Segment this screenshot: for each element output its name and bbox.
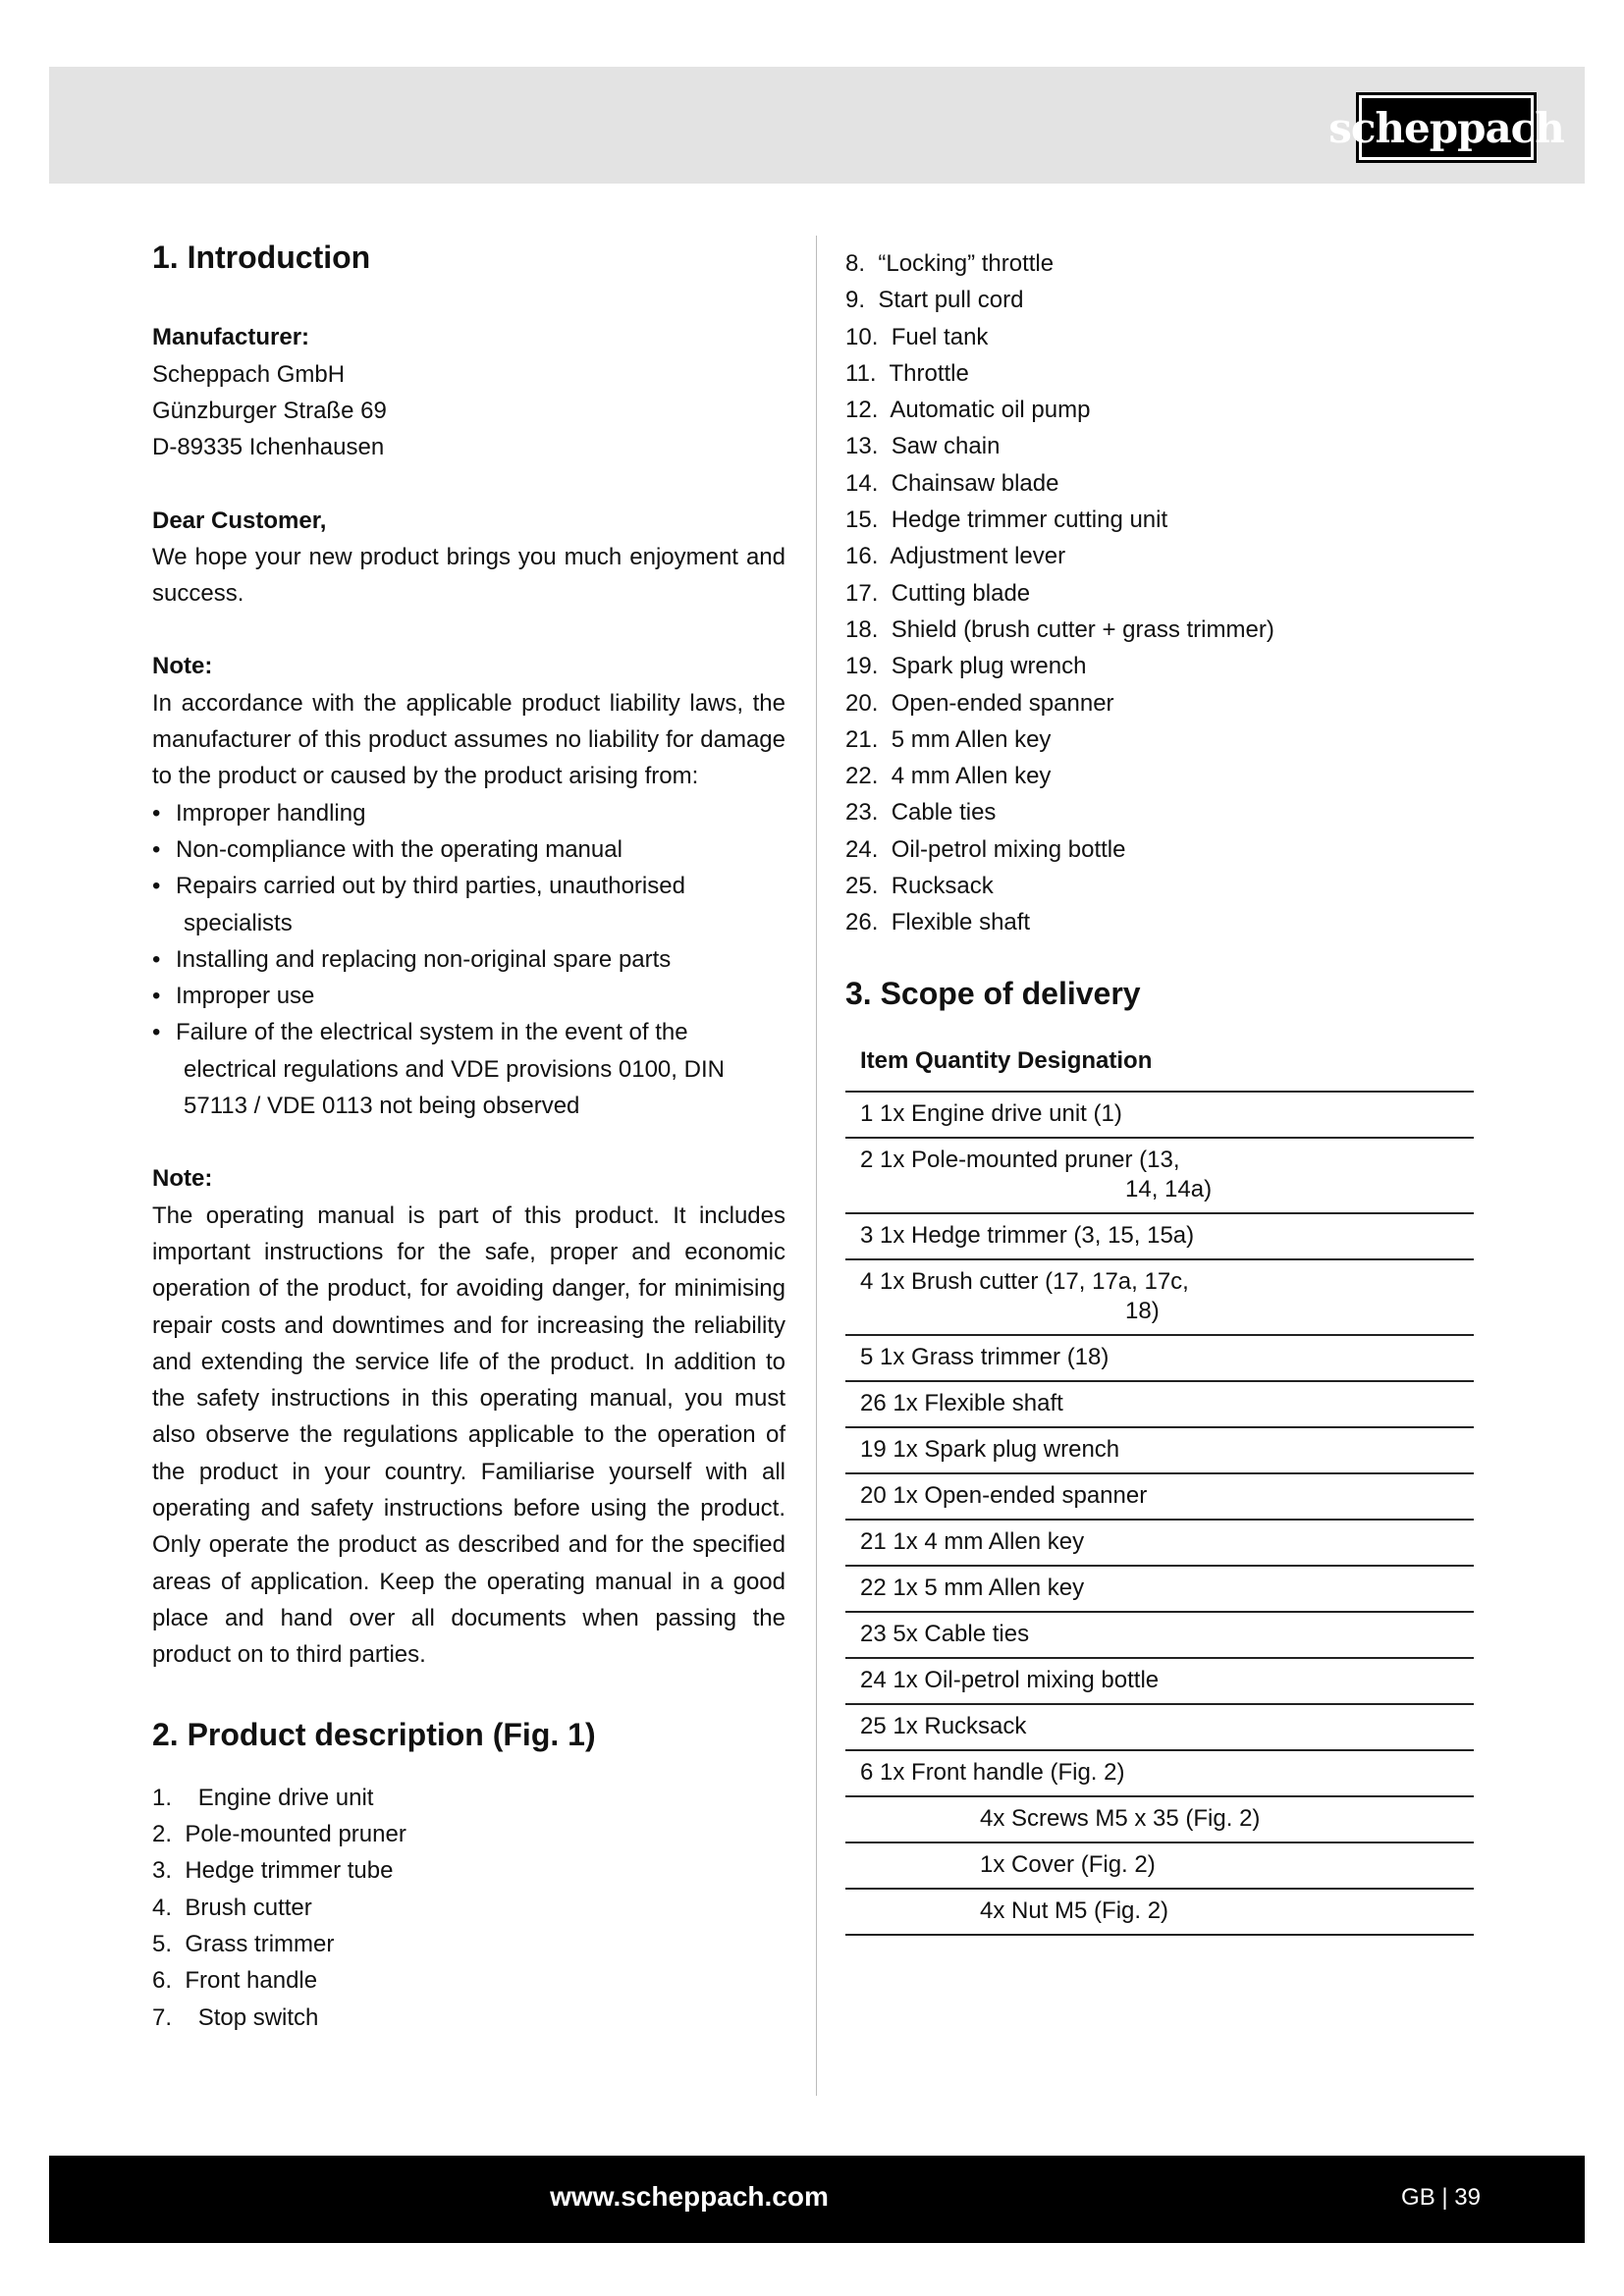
note-liability-text: In accordance with the applicable product liability laws, the manufacturer of this product assumes no liability for damage to the product or caused by the product arising from: [152,689,785,790]
list-item: 17. Cutting blade [845,579,1031,607]
address-line: D-89335 Ichenhausen [152,434,385,461]
table-cell: 1 1x Engine drive unit (1) [860,1100,1122,1128]
table-cell: 24 1x Oil-petrol mixing bottle [860,1667,1160,1694]
left-column [152,239,785,2036]
list-item: 25. Rucksack [845,873,994,900]
dear-customer-block [152,503,785,613]
list-item: 5. Grass trimmer [152,1931,335,1958]
footer-band [49,2156,1585,2243]
product-parts-list-continued [845,245,1484,941]
table-row [845,1214,1474,1260]
column-divider [816,236,817,2096]
table-cell: 20 1x Open-ended spanner [860,1482,1148,1510]
list-item: • Failure of the electrical system in the event of the electrical regulations and VDE provisions 0100, DIN 57113 / VDE 0113 not being observed [152,1014,785,1124]
table-cell: 19 1x Spark plug wrench [860,1436,1120,1464]
address-line: Günzburger Straße 69 [152,397,387,424]
table-row [845,1890,1474,1936]
dear-customer-label: Dear Customer, [152,507,327,534]
page-number: GB | 39 [1401,2184,1481,2211]
section-heading-product-description: 2. Product description (Fig. 1) [152,1717,596,1753]
section-heading-scope-of-delivery: 3. Scope of delivery [845,975,1141,1011]
list-item: 23. Cable ties [845,799,997,827]
list-item: 1. Engine drive unit [152,1784,374,1811]
list-item: • Improper use [152,978,785,1014]
table-row [845,1659,1474,1705]
list-item: 12. Automatic oil pump [845,397,1091,424]
list-item: 13. Saw chain [845,433,1001,460]
website-link[interactable]: www.scheppach.com [550,2181,829,2212]
list-item: • Repairs carried out by third parties, unauthorised specialists [152,868,785,941]
list-item: 3. Hedge trimmer tube [152,1857,394,1885]
list-item: • Non-compliance with the operating manual [152,831,785,868]
note-manual-block [152,1160,785,1673]
section-heading-introduction: 1. Introduction [152,240,371,275]
table-row [845,1428,1474,1474]
note-label: Note: [152,653,213,680]
table-row [845,1797,1474,1843]
table-row [845,1613,1474,1659]
list-item: 9. Start pull cord [845,287,1024,314]
note-manual-text: The operating manual is part of this product. It includes important instructions for the safe, proper and economic operation of the product, for avoiding danger, for minimising repair costs and downtimes and for increasing the reliability and extending the service life of the product. In addition to the safety instructions in this operating manual, you must also observe the regulations applicable to the operation of the product in your country. Familiarise yourself with all operating and safety instructions before using the product. Only operate the product as described and for the specified areas of application. Keep the operating manual in a good place and hand over all documents when passing the product on to third parties. [152,1201,785,1669]
list-item: 19. Spark plug wrench [845,653,1087,680]
list-item: 15. Hedge trimmer cutting unit [845,507,1168,534]
right-column [845,245,1484,1936]
address-line: Scheppach GmbH [152,360,346,388]
table-row [845,1751,1474,1797]
table-header: Item Quantity Designation [845,1041,1474,1093]
table-cell: 21 1x 4 mm Allen key [860,1528,1085,1556]
table-row [845,1843,1474,1890]
manufacturer-block [152,319,785,465]
note-label: Note: [152,1165,213,1193]
table-cell: 22 1x 5 mm Allen key [860,1575,1085,1602]
list-item: 14. Chainsaw blade [845,469,1059,497]
list-item: • Installing and replacing non-original spare parts [152,941,785,978]
list-item: 4. Brush cutter [152,1894,312,1921]
list-item: 24. Oil-petrol mixing bottle [845,835,1126,863]
list-item: 7. Stop switch [152,2003,319,2031]
note-liability-block [152,648,785,1124]
table-cell: 2 1x Pole-mounted pruner (13, [860,1147,1180,1174]
list-item: 11. Throttle [845,359,969,387]
list-item: 22. 4 mm Allen key [845,763,1052,790]
product-parts-list [152,1780,785,2036]
brand-logo: scheppach [1356,92,1537,163]
table-cell: 6 1x Front handle (Fig. 2) [860,1759,1125,1787]
table-cell: 5 1x Grass trimmer (18) [860,1344,1110,1371]
table-row [845,1382,1474,1428]
table-cell-continuation: 14, 14a) [1125,1176,1213,1203]
table-cell: 3 1x Hedge trimmer (3, 15, 15a) [860,1222,1195,1250]
table-row [845,1139,1474,1214]
table-cell: 4 1x Brush cutter (17, 17a, 17c, [860,1268,1189,1296]
table-cell: 1x Cover (Fig. 2) [980,1851,1156,1879]
table-body [845,1093,1474,1936]
table-row [845,1474,1474,1521]
table-cell: 26 1x Flexible shaft [860,1390,1063,1417]
list-item: 8. “Locking” throttle [845,250,1055,277]
table-row [845,1521,1474,1567]
manufacturer-label: Manufacturer: [152,324,310,351]
list-item: 10. Fuel tank [845,323,989,350]
table-cell: 4x Nut M5 (Fig. 2) [980,1897,1169,1925]
list-item: 21. 5 mm Allen key [845,725,1052,753]
table-row [845,1260,1474,1336]
list-item: 2. Pole-mounted pruner [152,1821,406,1848]
list-item: 6. Front handle [152,1967,318,1995]
list-item: • Improper handling [152,795,785,831]
scope-of-delivery-table [845,1041,1474,1936]
dear-customer-text: We hope your new product brings you much enjoyment and success. [152,543,785,608]
table-row [845,1093,1474,1139]
table-cell: 4x Screws M5 x 35 (Fig. 2) [980,1805,1261,1833]
table-cell-continuation: 18) [1125,1298,1160,1325]
table-row [845,1567,1474,1613]
liability-list [152,795,785,1125]
table-row [845,1705,1474,1751]
table-cell: 25 1x Rucksack [860,1713,1027,1740]
list-item: 20. Open-ended spanner [845,689,1114,717]
table-cell: 23 5x Cable ties [860,1621,1030,1648]
table-row [845,1336,1474,1382]
list-item: 16. Adjustment lever [845,543,1066,570]
list-item: 26. Flexible shaft [845,909,1031,936]
list-item: 18. Shield (brush cutter + grass trimmer) [845,615,1274,643]
